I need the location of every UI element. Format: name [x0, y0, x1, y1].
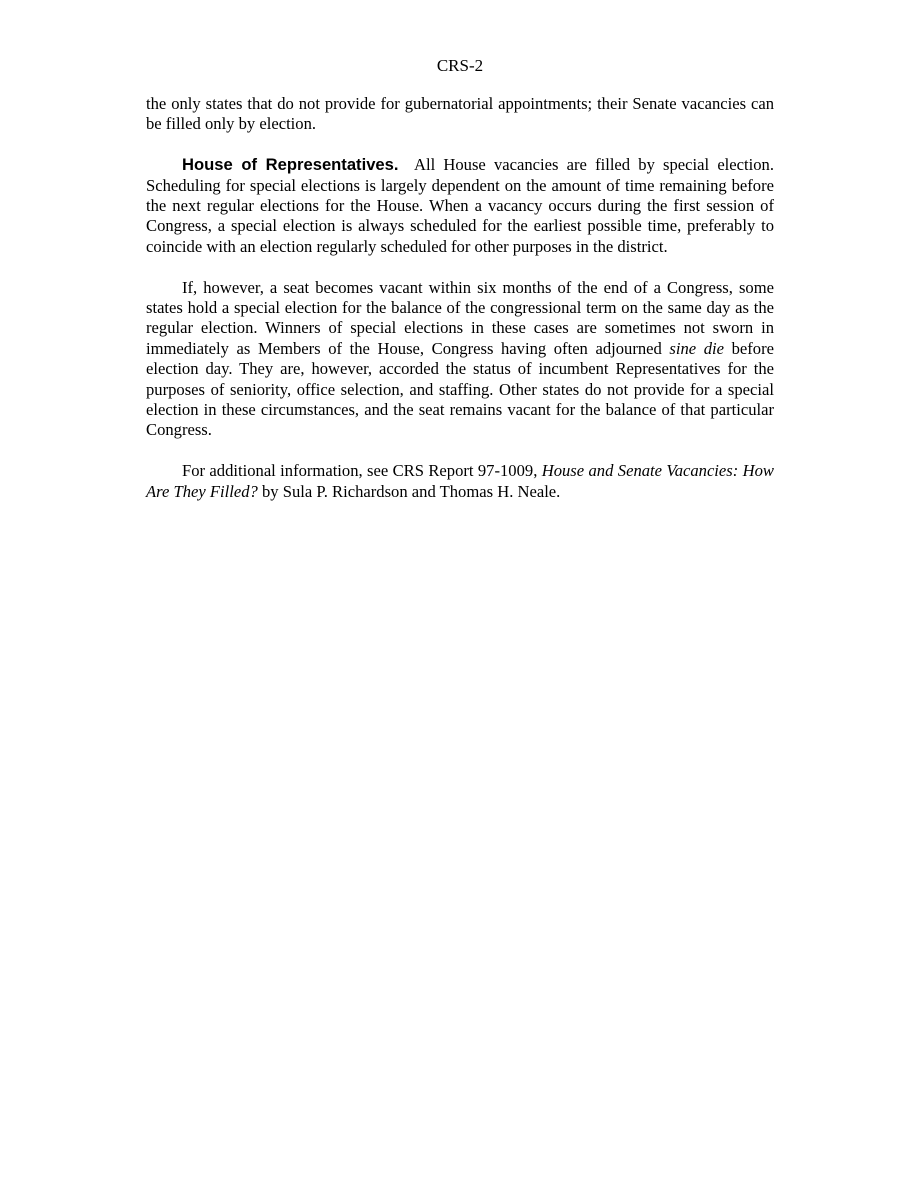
paragraph-house-of-representatives: [146, 155, 774, 257]
paragraph-senate-continuation: [146, 94, 774, 135]
paragraph-text: by Sula P. Richardson and Thomas H. Neale.: [261, 481, 561, 501]
report-title: House and Senate Vacancies: How Are They Filled?: [146, 461, 774, 501]
paragraph-vacancy-end-of-congress: [146, 278, 774, 441]
section-heading: House of Representatives.: [182, 155, 399, 175]
paragraph-additional-information: [146, 461, 774, 502]
paragraph-text: before election day. They are, however, accorded the status of incumbent Representatives for the purposes of seniority, office selection, and staffing. Other states do not provide for a special election in these circumstances, and the seat remains vacant for the balance of that particular Congress.: [146, 338, 774, 440]
paragraph-text: If, however, a seat becomes vacant within six months of the end of a Congress, some states hold a special election for the balance of the congressional term on the same day as the regular election. Winners of special elections in these cases are sometimes not sworn in immediately as Members of the House, Congress having often adjourned: [146, 277, 774, 358]
page-number: CRS-2: [436, 56, 484, 75]
paragraph-text: the only states that do not provide for gubernatorial appointments; their Senate vacancies can be filled only by election.: [146, 94, 774, 134]
paragraph-text: All House vacancies are filled by special election. Scheduling for special elections is largely dependent on the amount of time remaining before the next regular elections for the House. When a vacancy occurs during the first session of Congress, a special election is always scheduled for the earliest possible time, preferably to coincide with an election regularly scheduled for other purposes in the district.: [146, 155, 774, 256]
paragraph-text: For additional information, see CRS Report 97-1009,: [182, 461, 538, 481]
italic-term: sine die: [669, 338, 725, 358]
document-body: [146, 94, 774, 522]
